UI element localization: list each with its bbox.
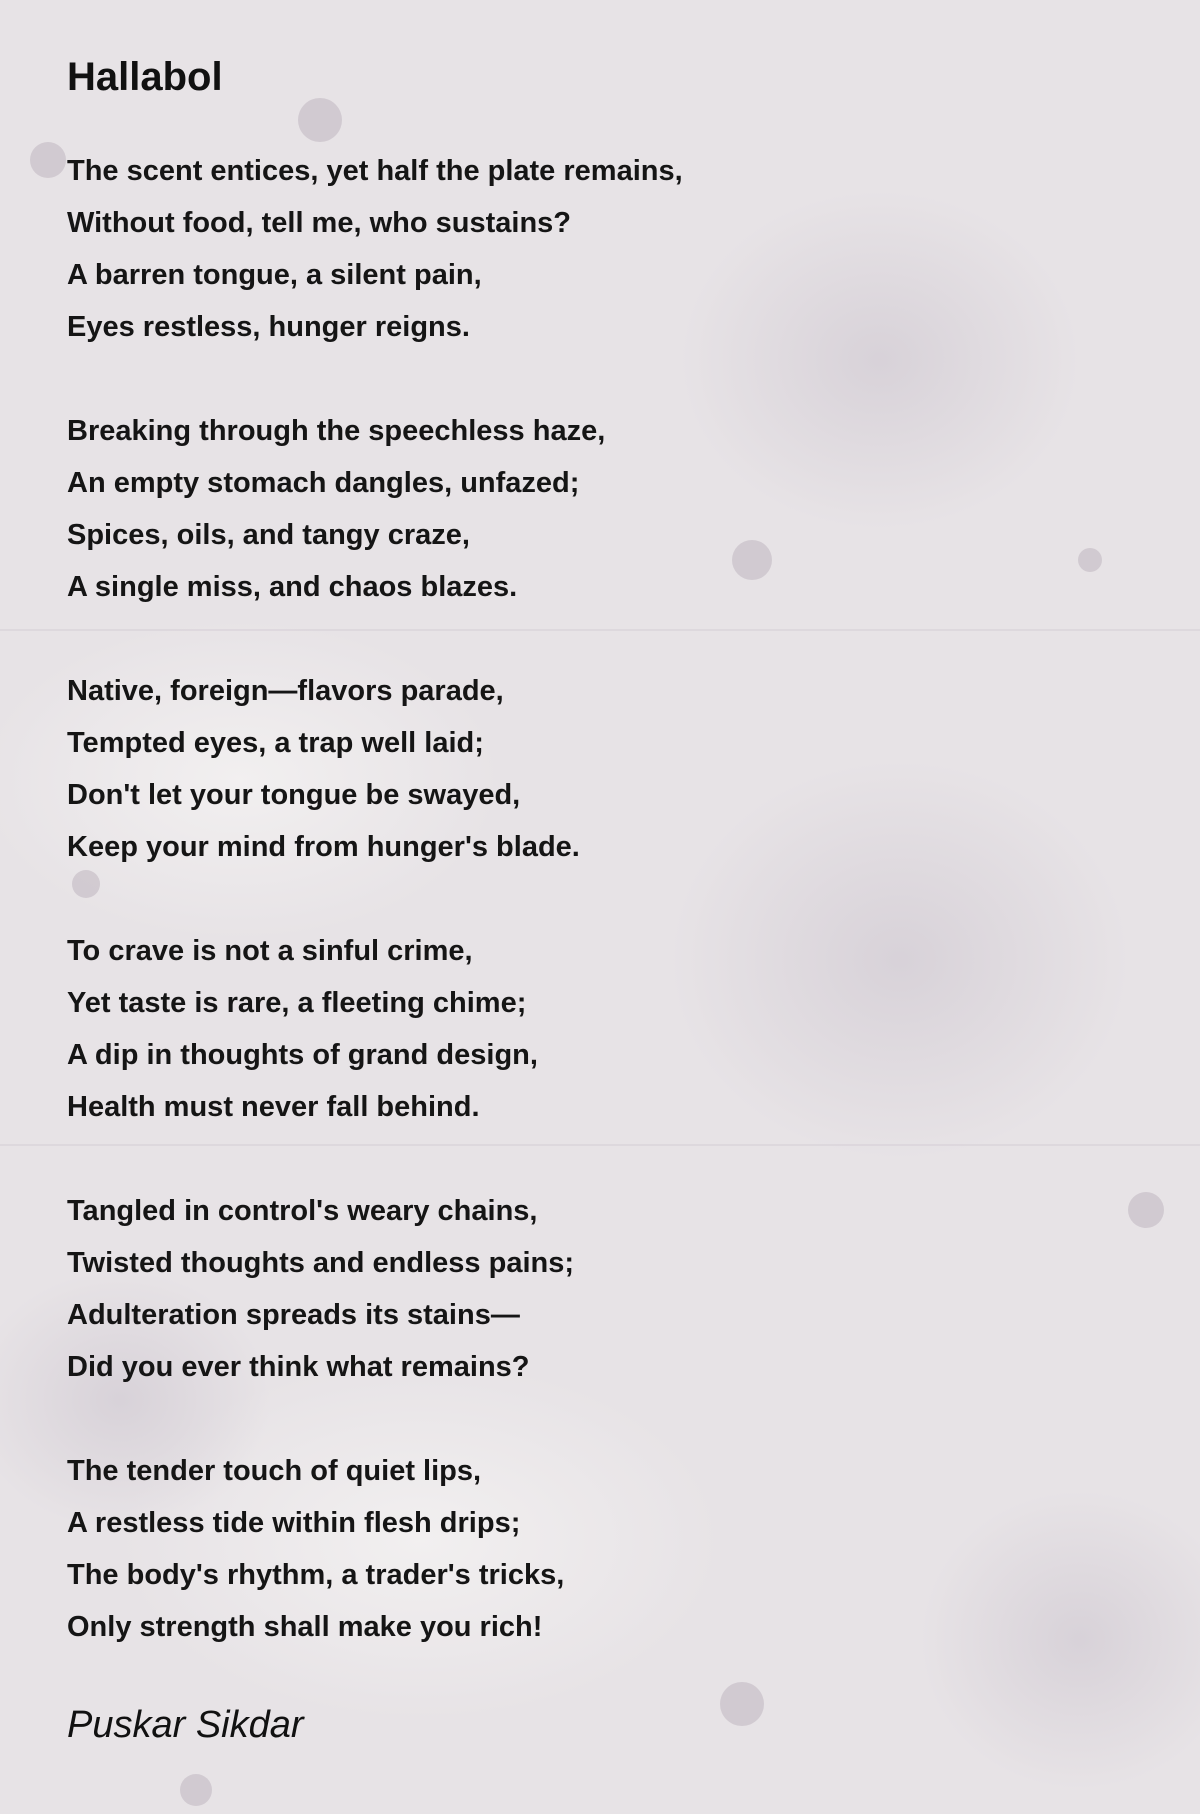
- poem-line: Eyes restless, hunger reigns.: [67, 311, 470, 343]
- stanza-3: [67, 665, 1147, 873]
- poem-page: [67, 50, 1147, 1755]
- poem-line: Adulteration spreads its stains—: [67, 1299, 520, 1331]
- poem-line: A dip in thoughts of grand design,: [67, 1039, 538, 1071]
- poem-line: Health must never fall behind.: [67, 1091, 480, 1123]
- poem-line: The body's rhythm, a trader's tricks,: [67, 1559, 565, 1591]
- stanza-1: [67, 145, 1147, 353]
- poem-line: Tangled in control's weary chains,: [67, 1195, 538, 1227]
- poem-line: To crave is not a sinful crime,: [67, 935, 473, 967]
- stanza-6: [67, 1445, 1147, 1653]
- author-signature: Puskar Sikdar: [67, 1704, 304, 1746]
- poem-line: Breaking through the speechless haze,: [67, 415, 606, 447]
- poem-line: Did you ever think what remains?: [67, 1351, 530, 1383]
- poem-line: The tender touch of quiet lips,: [67, 1455, 482, 1487]
- poem-line: The scent entices, yet half the plate remains,: [67, 155, 683, 187]
- poem-body: [67, 145, 1147, 1653]
- stanza-2: [67, 405, 1147, 613]
- poem-line: Without food, tell me, who sustains?: [67, 207, 572, 239]
- poem-line: Tempted eyes, a trap well laid;: [67, 727, 484, 759]
- poem-line: An empty stomach dangles, unfazed;: [67, 467, 580, 499]
- poem-line: A barren tongue, a silent pain,: [67, 259, 482, 291]
- poem-line: A single miss, and chaos blazes.: [67, 571, 518, 603]
- poem-line: A restless tide within flesh drips;: [67, 1507, 521, 1539]
- stanza-4: [67, 925, 1147, 1133]
- poem-line: Don't let your tongue be swayed,: [67, 779, 521, 811]
- stanza-5: [67, 1185, 1147, 1393]
- poem-line: Yet taste is rare, a fleeting chime;: [67, 987, 527, 1019]
- poem-line: Spices, oils, and tangy craze,: [67, 519, 470, 551]
- poem-line: Twisted thoughts and endless pains;: [67, 1247, 575, 1279]
- poem-line: Only strength shall make you rich!: [67, 1611, 543, 1643]
- poem-title: Hallabol: [67, 55, 223, 99]
- poem-line: Native, foreign—flavors parade,: [67, 675, 504, 707]
- poem-line: Keep your mind from hunger's blade.: [67, 831, 580, 863]
